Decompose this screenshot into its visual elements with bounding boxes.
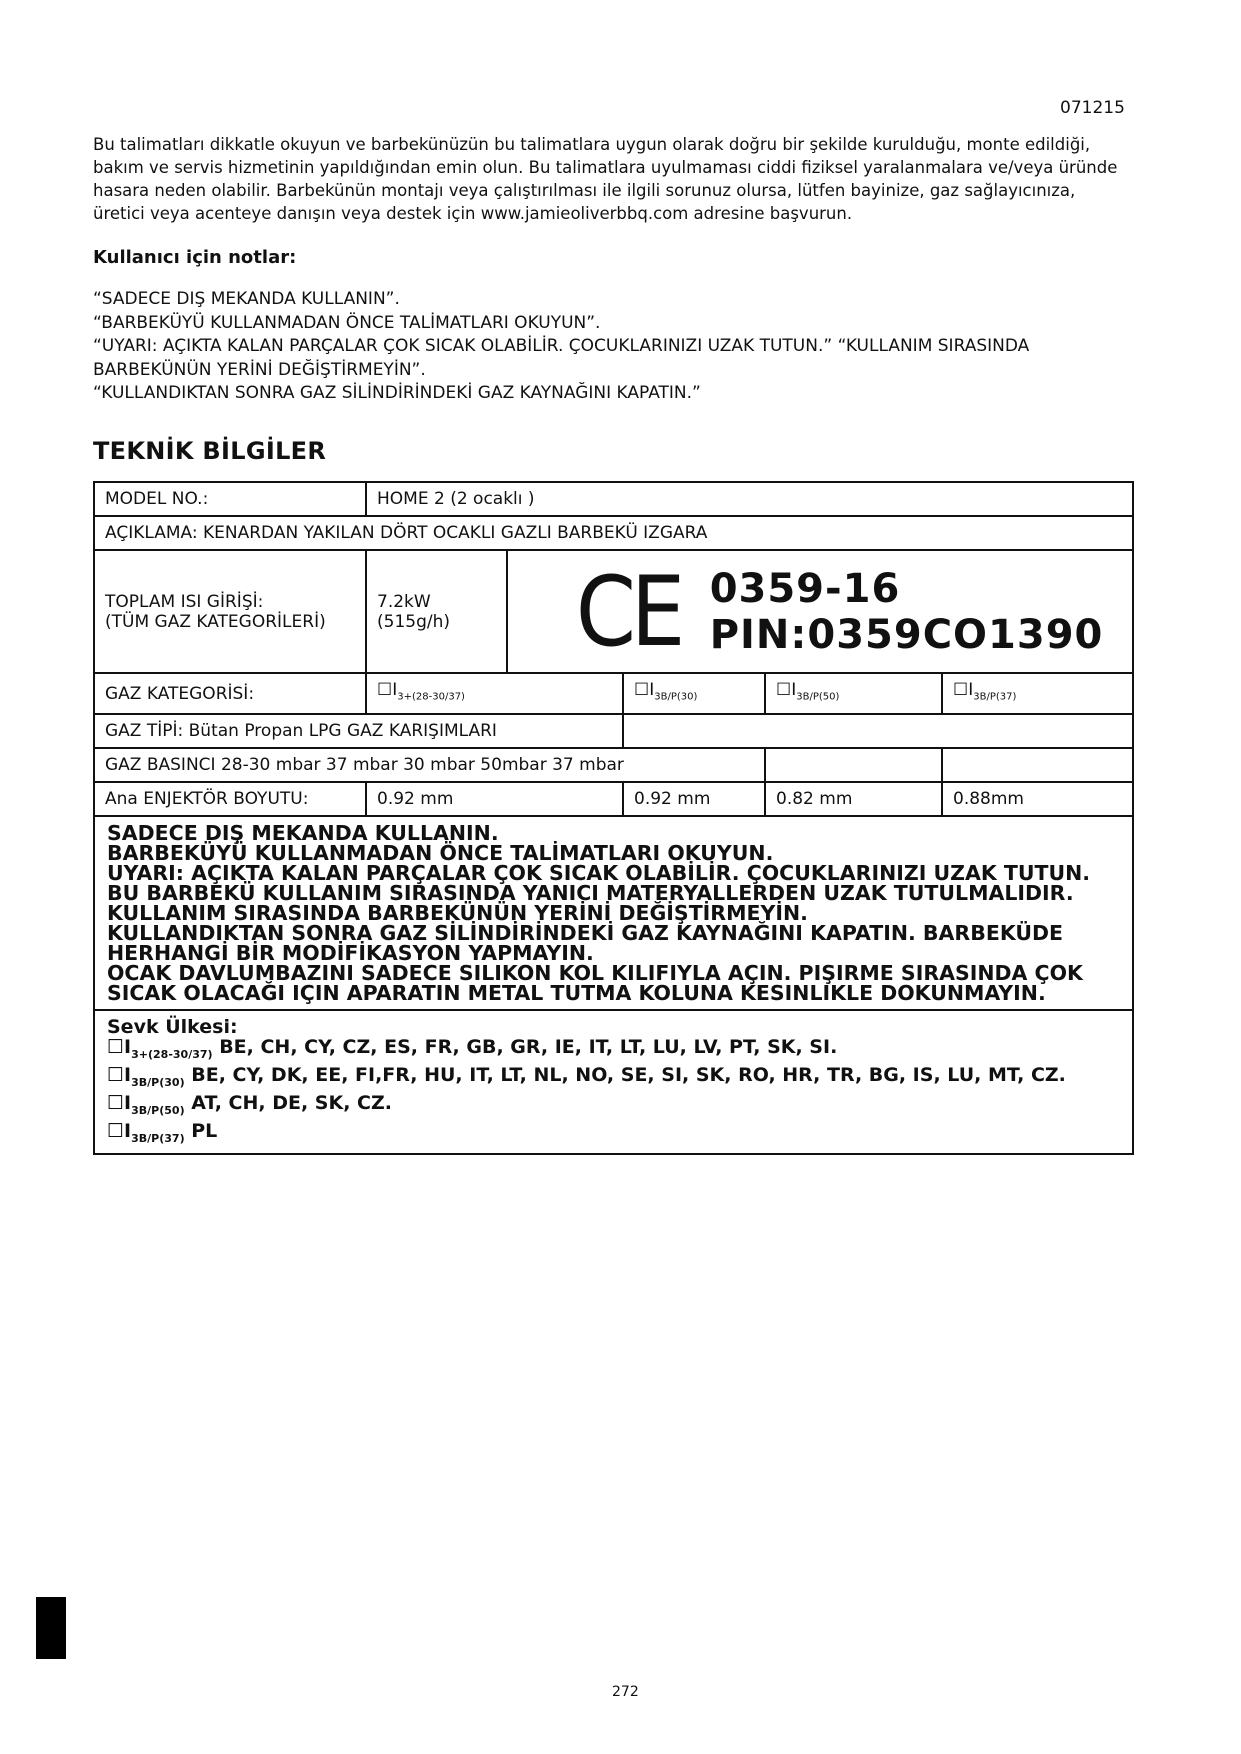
heat-label-line: TOPLAM ISI GİRİŞİ: <box>105 591 264 612</box>
warning-line: OCAK DAVLUMBAZINI SADECE SILIKON KOL KILIFIYLA AÇIN. PIŞIRME SIRASINDA ÇOK <box>107 961 1083 986</box>
description-row <box>94 516 1133 550</box>
checkbox-icon: ☐ <box>107 1036 125 1059</box>
category-letter: I <box>968 680 974 700</box>
note-line: “SADECE DIŞ MEKANDA KULLANIN”. <box>93 289 400 309</box>
warning-line: KULLANIM SIRASINDA BARBEKÜNÜN YERİNİ DEĞİŞTİRMEYİN. <box>107 901 808 926</box>
injector-value: 0.88mm <box>942 782 1133 816</box>
category-letter: I <box>649 680 655 700</box>
heat-input-row <box>94 550 1133 673</box>
shipping-entry <box>107 1093 1120 1121</box>
note-line: “BARBEKÜYÜ KULLANMADAN ÖNCE TALİMATLARI OKUYUN”. <box>93 312 601 333</box>
page-number: 272 <box>612 1684 639 1700</box>
injector-value: 0.82 mm <box>765 782 942 816</box>
gas-category-row <box>94 673 1133 714</box>
category-letter: I <box>124 1119 132 1142</box>
category-code: 3B/P(30) <box>654 691 698 703</box>
category-code: 3+(28-30/37) <box>131 1048 213 1062</box>
country-list: BE, CY, DK, EE, FI,FR, HU, IT, LT, NL, NO, SE, SI, SK, RO, HR, TR, BG, IS, LU, MT, CZ. <box>191 1064 1066 1087</box>
checkbox-icon: ☐ <box>107 1091 125 1114</box>
warning-line: UYARI: AÇIKTA KALAN PARÇALAR ÇOK SICAK OLABİLİR. ÇOCUKLARINIZI UZAK TUTUN. <box>107 861 1091 886</box>
model-label: MODEL NO.: <box>94 482 366 516</box>
note-line: BARBEKÜNÜN YERİNİ DEĞİŞTİRMEYİN”. <box>93 359 426 380</box>
margin-marker-bar <box>36 1597 66 1659</box>
heat-value <box>366 550 507 673</box>
checkbox-icon: ☐ <box>776 680 792 700</box>
intro-line: üretici veya acenteye danışın veya destek için www.jamieoliverbbq.com adresine başvurun. <box>93 204 853 223</box>
model-row <box>94 482 1133 516</box>
heat-value-line: (515g/h) <box>377 611 451 632</box>
warning-line: HERHANGİ BİR MODİFİKASYON YAPMAYIN. <box>107 941 594 966</box>
injector-value: 0.92 mm <box>366 782 623 816</box>
shipping-row <box>94 1010 1133 1153</box>
country-list: AT, CH, DE, SK, CZ. <box>191 1091 392 1114</box>
note-line: “KULLANDIKTAN SONRA GAZ SİLİNDİRİNDEKİ GAZ KAYNAĞINI KAPATIN.” <box>93 383 701 403</box>
empty-cell <box>942 748 1133 782</box>
heat-label <box>94 550 366 673</box>
shipping-entry <box>107 1037 1120 1065</box>
category-code: 3B/P(30) <box>131 1075 185 1089</box>
gas-type-row <box>94 714 1133 748</box>
category-letter: I <box>124 1064 132 1087</box>
warning-line: KULLANDIKTAN SONRA GAZ SİLİNDİRİNDEKİ GAZ KAYNAĞINI KAPATIN. BARBEKÜDE <box>107 921 1064 946</box>
category-code: 3B/P(50) <box>131 1103 185 1117</box>
warning-line: BU BARBEKÜ KULLANIM SIRASINDA YANICI MATERYALLERDEN UZAK TUTULMALIDIR. <box>107 881 1074 906</box>
checkbox-icon: ☐ <box>377 680 393 700</box>
intro-line: hasara neden olabilir. Barbekünün montajı veya çalıştırılması ile ilgili sorunuz olursa, lütfen bayinize, gaz sağlayıcınıza, <box>93 181 1076 200</box>
category-letter: I <box>124 1091 132 1114</box>
gas-category <box>942 673 1133 714</box>
category-letter: I <box>392 680 398 700</box>
gas-pressure-row <box>94 748 1133 782</box>
injector-row <box>94 782 1133 816</box>
category-code: 3+(28-30/37) <box>397 691 465 703</box>
warnings-block <box>94 816 1133 1010</box>
gas-pressure: GAZ BASINCI 28-30 mbar 37 mbar 30 mbar 50mbar 37 mbar <box>94 748 765 782</box>
gas-type: GAZ TİPİ: Bütan Propan LPG GAZ KARIŞIMLARI <box>94 714 623 748</box>
warnings-row <box>94 816 1133 1010</box>
category-code: 3B/P(50) <box>796 691 840 703</box>
checkbox-icon: ☐ <box>953 680 969 700</box>
technical-spec-table <box>93 481 1134 1155</box>
checkbox-icon: ☐ <box>107 1064 125 1087</box>
empty-cell <box>765 748 942 782</box>
heat-label-line: (TÜM GAZ KATEGORİLERİ) <box>105 611 326 632</box>
category-code: 3B/P(37) <box>973 691 1017 703</box>
injector-label: Ana ENJEKTÖR BOYUTU: <box>94 782 366 816</box>
warning-line: BARBEKÜYÜ KULLANMADAN ÖNCE TALİMATLARI OKUYUN. <box>107 841 774 866</box>
description: AÇIKLAMA: KENARDAN YAKILAN DÖRT OCAKLI GAZLI BARBEKÜ IZGARA <box>94 516 1133 550</box>
ce-certification <box>507 550 1133 673</box>
document-code: 071215 <box>1060 98 1125 118</box>
country-list: PL <box>191 1119 218 1142</box>
shipping-block <box>94 1010 1133 1153</box>
model-value: HOME 2 (2 ocaklı ) <box>366 482 1133 516</box>
warning-line: SADECE DIŞ MEKANDA KULLANIN. <box>107 821 499 846</box>
note-line: “UYARI: AÇIKTA KALAN PARÇALAR ÇOK SICAK OLABİLİR. ÇOCUKLARINIZI UZAK TUTUN.” “KULLANIM SIRASINDA <box>93 336 1030 356</box>
shipping-entry <box>107 1065 1120 1093</box>
gas-category <box>765 673 942 714</box>
intro-line: bakım ve servis hizmetinin yapıldığından emin olun. Bu talimatlara uyulmaması ciddi fiziksel yaralanmalara ve/veya üründe <box>93 158 1118 177</box>
category-letter: I <box>124 1036 132 1059</box>
gas-category <box>366 673 623 714</box>
checkbox-icon: ☐ <box>634 680 650 700</box>
shipping-title: Sevk Ülkesi: <box>107 1016 238 1039</box>
ce-mark-logo: CE <box>575 555 680 668</box>
heat-value-line: 7.2kW <box>377 591 431 612</box>
gas-category-label: GAZ KATEGORİSİ: <box>94 673 366 714</box>
empty-cell <box>623 714 1133 748</box>
injector-value: 0.92 mm <box>623 782 765 816</box>
gas-category <box>623 673 765 714</box>
ce-pin: PIN:0359CO1390 <box>709 611 1104 658</box>
user-notes <box>93 288 1138 406</box>
ce-number: 0359-16 <box>709 565 901 612</box>
section-title: TEKNİK BİLGİLER <box>93 437 327 465</box>
intro-line: Bu talimatları dikkatle okuyun ve barbekünüzün bu talimatlara uygun olarak doğru bir şekilde kurulduğu, monte edildiği, <box>93 135 1091 154</box>
category-code: 3B/P(37) <box>131 1131 185 1145</box>
checkbox-icon: ☐ <box>107 1119 125 1142</box>
shipping-entry <box>107 1121 1120 1149</box>
warning-line: SICAK OLACAĞI IÇIN APARATIN METAL TUTMA KOLUNA KESINLIKLE DOKUNMAYIN. <box>107 981 1046 1006</box>
intro-paragraph <box>93 133 1133 225</box>
notes-title: Kullanıcı için notlar: <box>93 247 297 268</box>
category-letter: I <box>791 680 797 700</box>
country-list: BE, CH, CY, CZ, ES, FR, GB, GR, IE, IT, LT, LU, LV, PT, SK, SI. <box>219 1036 838 1059</box>
